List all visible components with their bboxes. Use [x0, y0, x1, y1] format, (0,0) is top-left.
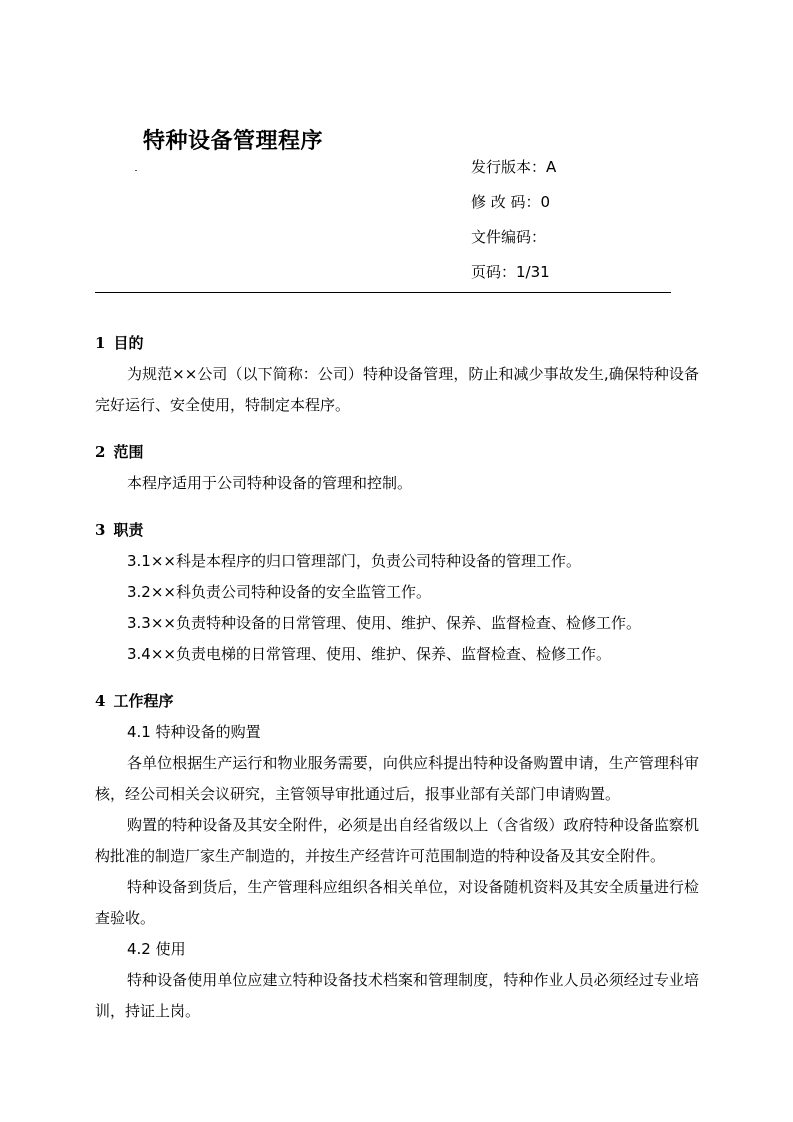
document-meta-block — [471, 150, 556, 290]
subsection-heading: 4.1 特种设备的购置 — [127, 723, 261, 741]
title-mark — [135, 170, 137, 171]
paragraph: 特种设备使用单位应建立特种设备技术档案和管理制度，特种作业人员必须经过专业培训，持证上岗。 — [95, 971, 699, 1020]
section-heading-scope — [95, 437, 699, 468]
paragraph: 本程序适用于公司特种设备的管理和控制。 — [127, 474, 413, 492]
section-title: 职责 — [113, 521, 144, 539]
meta-page: 页码：1/31 — [471, 263, 550, 281]
section-number: 2 — [95, 443, 106, 461]
section-heading-purpose — [95, 328, 699, 359]
responsibility-item: 3.4××负责电梯的日常管理、使用、维护、保养、监督检查、检修工作。 — [127, 645, 611, 663]
responsibility-item: 3.1××科是本程序的归口管理部门，负责公司特种设备的管理工作。 — [127, 552, 581, 570]
document-title: 特种设备管理程序 — [143, 129, 324, 154]
subsection-heading: 4.2 使用 — [127, 940, 186, 958]
meta-revision: 修 改 码：0 — [471, 193, 551, 211]
meta-version: 发行版本：A — [471, 158, 557, 176]
paragraph: 特种设备到货后，生产管理科应组织各相关单位，对设备随机资料及其安全质量进行检查验收。 — [95, 878, 699, 927]
responsibility-item: 3.3××负责特种设备的日常管理、使用、维护、保养、监督检查、检修工作。 — [127, 614, 641, 632]
section-title: 范围 — [113, 443, 144, 461]
section-number: 3 — [95, 521, 106, 539]
section-title: 工作程序 — [113, 692, 174, 710]
paragraph: 各单位根据生产运行和物业服务需要，向供应科提出特种设备购置申请，生产管理科审核，经公司相关会议研究，主管领导审批通过后，报事业部有关部门申请购置。 — [95, 754, 699, 803]
section-number: 1 — [95, 334, 106, 352]
header-divider — [95, 292, 671, 293]
section-title: 目的 — [113, 334, 144, 352]
section-heading-responsibilities — [95, 515, 699, 546]
responsibility-item: 3.2××科负责公司特种设备的安全监管工作。 — [127, 583, 431, 601]
section-heading-procedure — [95, 686, 699, 717]
meta-doc-number: 文件编码： — [471, 228, 547, 246]
paragraph: 为规范××公司（以下简称：公司）特种设备管理，防止和减少事故发生,确保特种设备完好运行、安全使用，特制定本程序。 — [95, 365, 699, 414]
paragraph: 购置的特种设备及其安全附件，必须是出自经省级以上（含省级）政府特种设备监察机构批准的制造厂家生产制造的，并按生产经营许可范围制造的特种设备及其安全附件。 — [95, 816, 699, 865]
section-number: 4 — [95, 692, 106, 710]
document-body — [95, 328, 699, 1027]
